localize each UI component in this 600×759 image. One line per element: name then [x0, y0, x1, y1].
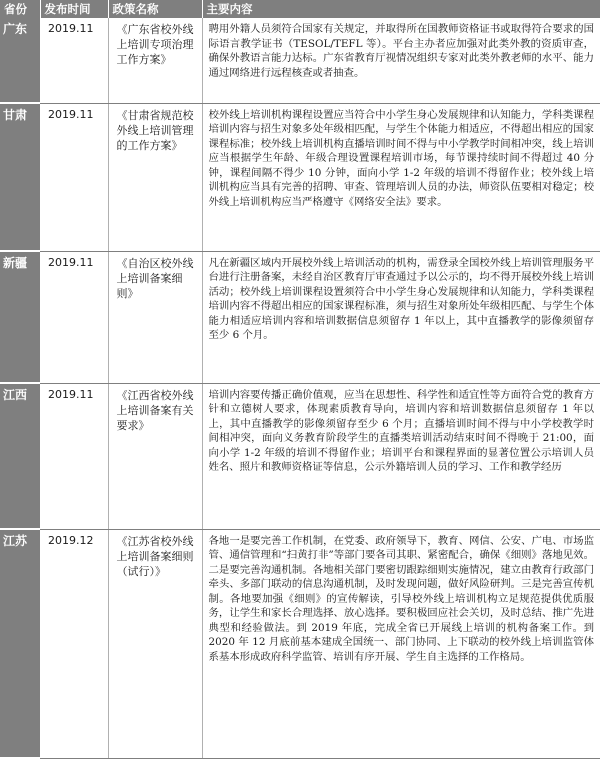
- header-content: 主要内容: [202, 0, 600, 18]
- table-row: [0, 251, 600, 383]
- row-province: 新疆: [0, 251, 40, 383]
- row-policy-name: 《甘肃省规范校外线上培训管理的工作方案》: [108, 103, 202, 251]
- header-policy: 政策名称: [108, 0, 202, 18]
- table-row: [0, 383, 600, 529]
- row-policy-name: 《自治区校外线上培训备案细则》: [108, 251, 202, 383]
- row-province: 江苏: [0, 529, 40, 758]
- row-province: 甘肃: [0, 103, 40, 251]
- table-header-row: [0, 0, 600, 18]
- row-content: 聘用外籍人员须符合国家有关规定，并取得所在国教师资格证书或取得符合要求的国际语言教学证书（TESOL/TEFL 等）。平台主办者应加强对此类外教的资质审查，确保外教语言能力达标。广东省教育厅视情况组织专家对此类外教老师的水平、能力通过网络进行远程核查或者抽查。: [202, 18, 600, 103]
- table-row: [0, 18, 600, 103]
- row-date: 2019.11: [40, 251, 108, 383]
- row-province: 江西: [0, 383, 40, 529]
- header-province: 省份: [0, 0, 40, 18]
- row-province: 广东: [0, 18, 40, 103]
- row-date: 2019.11: [40, 383, 108, 529]
- row-policy-name: 《江西省校外线上培训备案有关要求》: [108, 383, 202, 529]
- header-date: 发布时间: [40, 0, 108, 18]
- row-content: 培训内容要传播正确价值观，应当在思想性、科学性和适宜性等方面符合党的教育方针和立德树人要求，体现素质教育导向，培训内容和培训数据信息须留存 1 年以上，其中直播教学的影像须留存至少 6 个月；直播培训时间不得与中小学校教学时间相冲突，面向义务教育阶段学生的直播类培训活动结束时间不得晚于 21:00，面向小学 1-2 年级的培训不得留作业；培训平台和课程界面的显著位置公示培训人员姓名、照片和教师资格证等信息，公示外籍培训人员的学习、工作和教学经历: [202, 383, 600, 529]
- row-date: 2019.11: [40, 18, 108, 103]
- table-row: [0, 103, 600, 251]
- row-policy-name: 《广东省校外线上培训专项治理工作方案》: [108, 18, 202, 103]
- row-policy-name: 《江苏省校外线上培训备案细则（试行）》: [108, 529, 202, 758]
- row-content: 校外线上培训机构课程设置应当符合中小学生身心发展规律和认知能力，学科类课程培训内容与招生对象多处年级相匹配，与学生个体能力相适应，不得超出相应的国家课程标准；校外线上培训机构直播培训时间不得与中小学教学时间相冲突，线上培训应当根据学生年龄、年级合理设置课程培训市场，每节课持续时间不得超过 40 分钟，课程间隔不得少 10 分钟，面向小学 1-2 年级的培训不得留作业；校外线上培训机构应当具有完善的招聘、审查、管理培训人员的办法，师资队伍要相对稳定；校外线上培训机构应当严格遵守《网络安全法》要求。: [202, 103, 600, 251]
- table-row: [0, 529, 600, 758]
- row-content: 各地一是要完善工作机制，在党委、政府领导下，教育、网信、公安、广电、市场监管、通信管理和“扫黄打非”等部门要各司其职、紧密配合，确保《细则》落地见效。二是要完善沟通机制。各地相关部门要密切跟踪细则实施情况，建立由教育行政部门牵头、多部门联动的信息沟通机制，及时发现问题，做好风险研判。三是完善宣传机制。各地要加强《细则》的宣传解读，引导校外线上培训机构立足规范提供优质服务，让学生和家长合理选择、放心选择。要积极回应社会关切，及时总结、推广先进典型和经验做法。到 2019 年底，完成全省已开展线上培训的机构备案工作。到 2020 年 12 月底前基本建成全国统一、部门协同、上下联动的校外线上培训监管体系基本形成政府科学监管、培训有序开展、学生自主选择的工作格局。: [202, 529, 600, 758]
- row-content: 凡在新疆区域内开展校外线上培训活动的机构，需登录全国校外线上培训管理服务平台进行注册备案，未经自治区教育厅审查通过予以公示的，均不得开展校外线上培训活动；校外线上培训课程设置须符合中小学生身心发展规律和认知能力，学科类课程培训内容不得超出相应的国家课程标准，须与招生对象所处年级相匹配、与学生个体能力相适应培训内容和培训数据信息须留存 1 年以上，其中直播教学的影像须留存至少 6 个月。: [202, 251, 600, 383]
- row-date: 2019.11: [40, 103, 108, 251]
- row-date: 2019.12: [40, 529, 108, 758]
